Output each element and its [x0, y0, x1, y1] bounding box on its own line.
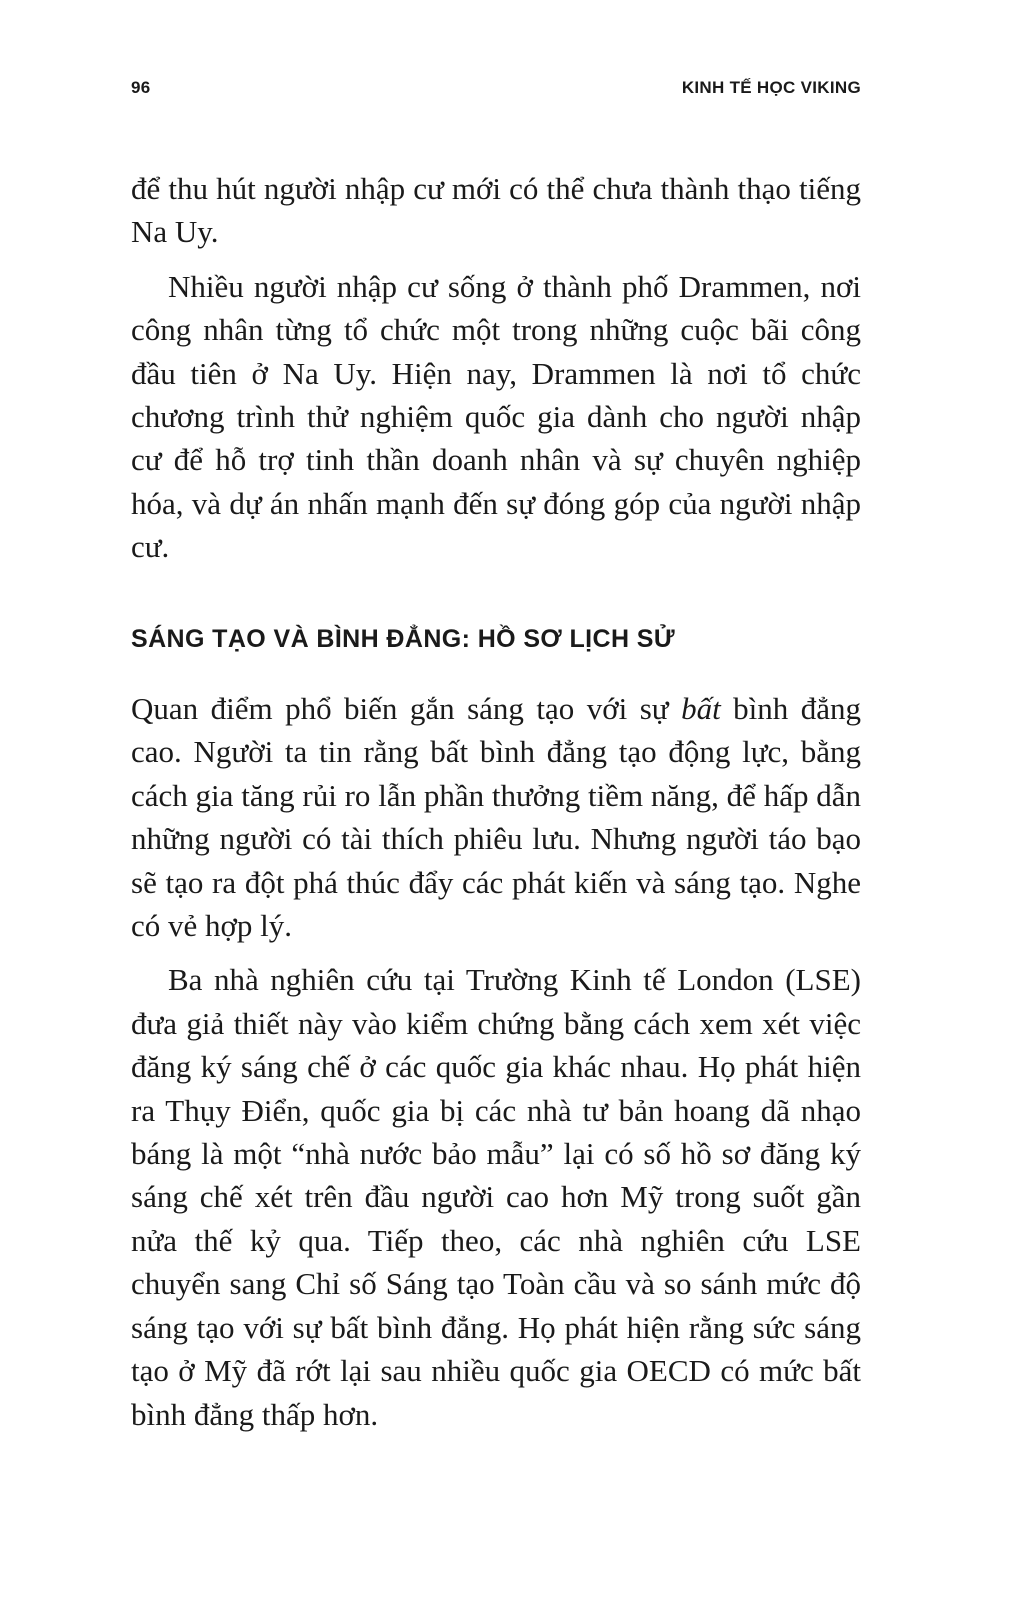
text-block-continued [131, 167, 861, 569]
paragraph-continued: để thu hút người nhập cư mới có thể chưa thành thạo tiếng Na Uy. [131, 171, 861, 250]
running-title: KINH TẾ HỌC VIKING [681, 78, 861, 97]
paragraph-lse-research: Ba nhà nghiên cứu tại Trường Kinh tế London (LSE) đưa giả thiết này vào kiểm chứng bằng cách xem xét việc đăng ký sáng chế ở các quốc gia khác nhau. Họ phát hiện ra Thụy Điển, quốc gia bị các nhà tư bản hoang dã nhạo báng là một “nhà nước bảo mẫu” lại có số hồ sơ đăng ký sáng chế xét trên đầu người cao hơn Mỹ trong suốt gần nửa thế kỷ qua. Tiếp theo, các nhà nghiên cứu LSE chuyển sang Chỉ số Sáng tạo Toàn cầu và so sánh mức độ sáng tạo với sự bất bình đẳng. Họ phát hiện rằng sức sáng tạo ở Mỹ đã rớt lại sau nhiều quốc gia OECD có mức bất bình đẳng thấp hơn. [131, 962, 861, 1432]
text-block-section [131, 687, 861, 1436]
paragraph-innovation-view [131, 687, 861, 947]
paragraph-drammen: Nhiều người nhập cư sống ở thành phố Drammen, nơi công nhân từng tổ chức một trong những cuộc bãi công đầu tiên ở Na Uy. Hiện nay, Drammen là nơi tổ chức chương trình thử nghiệm quốc gia dành cho người nhập cư để hỗ trợ tinh thần doanh nhân và sự chuyên nghiệp hóa, và dự án nhấn mạnh đến sự đóng góp của người nhập cư. [131, 268, 861, 565]
italic-emphasis: bất [681, 691, 721, 726]
section-heading: SÁNG TẠO VÀ BÌNH ĐẲNG: HỒ SƠ LỊCH SỬ [131, 625, 675, 653]
paragraph-text-part: bình đẳng cao. Người ta tin rằng bất bình đẳng tạo động lực, bằng cách gia tăng rủi ro lẫn phần thưởng tiềm năng, để hấp dẫn những người có tài thích phiêu lưu. Nhưng người táo bạo sẽ tạo ra đột phá thúc đẩy các phát kiến và sáng tạo. Nghe có vẻ hợp lý. [131, 691, 861, 944]
running-header [131, 78, 861, 102]
paragraph-text-part: Quan điểm phổ biến gắn sáng tạo với sự [131, 691, 682, 726]
page-number: 96 [131, 78, 151, 97]
